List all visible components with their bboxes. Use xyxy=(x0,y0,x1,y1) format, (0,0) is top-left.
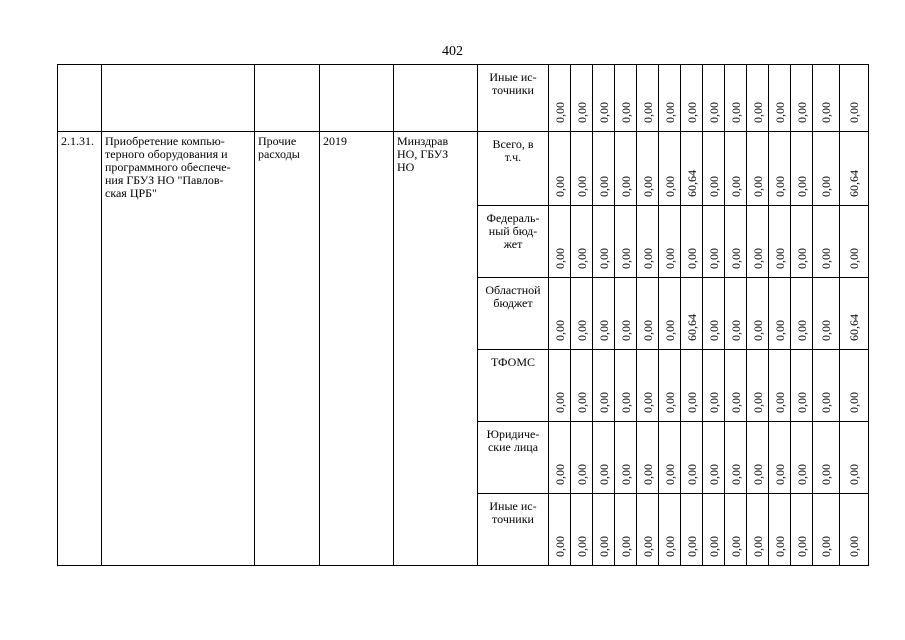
value-text: 0,00 xyxy=(640,536,655,557)
value-text: 60,64 xyxy=(847,314,861,341)
value-cell xyxy=(840,65,869,132)
table-row xyxy=(58,132,869,206)
value-text: 0,00 xyxy=(819,536,833,557)
value-text: 0,00 xyxy=(772,536,787,557)
value-cell xyxy=(703,65,725,132)
value-text: 0,00 xyxy=(750,320,765,341)
item-year-cell xyxy=(320,132,394,566)
value-cell xyxy=(571,132,593,206)
value-cell xyxy=(659,422,681,494)
value-text: 0,00 xyxy=(728,536,743,557)
value-cell xyxy=(637,65,659,132)
value-text: 0,00 xyxy=(847,102,861,123)
value-text: 0,00 xyxy=(552,176,567,197)
value-cell xyxy=(747,65,769,132)
value-text: 0,00 xyxy=(662,392,677,413)
value-text: 0,00 xyxy=(640,392,655,413)
value-cell xyxy=(681,206,703,278)
funding-source: Областной бюджет xyxy=(485,283,541,310)
value-text: 0,00 xyxy=(819,102,833,123)
value-text: 0,00 xyxy=(552,392,567,413)
value-text: 0,00 xyxy=(847,536,861,557)
value-text: 0,00 xyxy=(684,102,699,123)
funding-source: Юридиче- ские лица xyxy=(486,427,540,454)
value-text: 0,00 xyxy=(794,320,809,341)
value-text: 0,00 xyxy=(574,320,589,341)
value-cell xyxy=(840,206,869,278)
value-text: 0,00 xyxy=(794,102,809,123)
value-cell xyxy=(840,494,869,566)
item-name-cell xyxy=(102,132,255,566)
value-text: 0,00 xyxy=(706,392,721,413)
value-cell xyxy=(813,350,840,422)
value-text: 0,00 xyxy=(640,248,655,269)
value-text: 0,00 xyxy=(750,176,765,197)
value-text: 0,00 xyxy=(819,320,833,341)
value-cell xyxy=(725,206,747,278)
value-text: 0,00 xyxy=(728,464,743,485)
value-cell xyxy=(769,494,791,566)
source-cell xyxy=(478,494,549,566)
value-text: 0,00 xyxy=(819,392,833,413)
value-cell xyxy=(813,494,840,566)
value-text: 0,00 xyxy=(706,464,721,485)
empty-cell xyxy=(255,65,320,132)
empty-cell xyxy=(394,65,478,132)
value-cell xyxy=(549,422,571,494)
source-cell xyxy=(478,65,549,132)
value-cell xyxy=(747,132,769,206)
value-cell xyxy=(791,132,813,206)
value-cell xyxy=(747,206,769,278)
value-text: 0,00 xyxy=(574,464,589,485)
value-cell xyxy=(659,65,681,132)
value-text: 60,64 xyxy=(847,170,861,197)
value-text: 0,00 xyxy=(596,464,611,485)
value-text: 0,00 xyxy=(596,176,611,197)
value-text: 0,00 xyxy=(706,320,721,341)
value-text: 0,00 xyxy=(750,102,765,123)
value-text: 0,00 xyxy=(772,248,787,269)
empty-cell xyxy=(102,65,255,132)
value-text: 0,00 xyxy=(794,248,809,269)
value-cell xyxy=(593,422,615,494)
value-cell xyxy=(615,350,637,422)
value-cell xyxy=(637,494,659,566)
value-cell xyxy=(813,422,840,494)
value-text: 0,00 xyxy=(728,176,743,197)
value-text: 0,00 xyxy=(750,392,765,413)
value-cell xyxy=(549,350,571,422)
value-cell xyxy=(549,278,571,350)
value-text: 0,00 xyxy=(618,102,633,123)
value-text: 0,00 xyxy=(574,248,589,269)
value-text: 0,00 xyxy=(662,320,677,341)
source-cell xyxy=(478,278,549,350)
value-text: 0,00 xyxy=(684,464,699,485)
value-cell xyxy=(703,422,725,494)
value-cell xyxy=(659,278,681,350)
value-text: 0,00 xyxy=(847,464,861,485)
value-cell xyxy=(571,206,593,278)
value-cell xyxy=(703,494,725,566)
value-text: 0,00 xyxy=(552,248,567,269)
value-cell xyxy=(747,494,769,566)
page-number: 402 xyxy=(442,44,463,59)
value-cell xyxy=(725,65,747,132)
value-cell xyxy=(571,65,593,132)
value-cell xyxy=(747,350,769,422)
value-cell xyxy=(840,278,869,350)
value-cell xyxy=(549,206,571,278)
value-text: 0,00 xyxy=(794,392,809,413)
value-text: 0,00 xyxy=(750,248,765,269)
value-cell xyxy=(813,132,840,206)
value-text: 0,00 xyxy=(640,102,655,123)
value-text: 60,64 xyxy=(684,314,699,341)
value-cell xyxy=(769,65,791,132)
value-text: 0,00 xyxy=(662,464,677,485)
value-text: 0,00 xyxy=(596,536,611,557)
value-text: 0,00 xyxy=(819,464,833,485)
item-executor: Минздрав НО, ГБУЗ НО xyxy=(397,134,449,174)
value-cell xyxy=(813,278,840,350)
value-cell xyxy=(791,422,813,494)
value-cell xyxy=(637,132,659,206)
value-text: 0,00 xyxy=(772,320,787,341)
value-text: 0,00 xyxy=(728,320,743,341)
value-text: 0,00 xyxy=(662,176,677,197)
value-cell xyxy=(791,350,813,422)
value-cell xyxy=(615,206,637,278)
value-cell xyxy=(593,494,615,566)
value-text: 0,00 xyxy=(662,248,677,269)
value-text: 0,00 xyxy=(728,248,743,269)
expense-type: Прочие расходы xyxy=(258,134,300,161)
value-text: 0,00 xyxy=(552,464,567,485)
value-text: 0,00 xyxy=(552,320,567,341)
value-cell xyxy=(681,65,703,132)
funding-source: Федераль- ный бюд- жет xyxy=(486,211,540,251)
value-text: 0,00 xyxy=(684,248,699,269)
item-number-cell xyxy=(58,132,102,566)
value-text: 0,00 xyxy=(772,176,787,197)
value-text: 0,00 xyxy=(728,392,743,413)
value-text: 0,00 xyxy=(750,464,765,485)
value-cell xyxy=(593,65,615,132)
source-cell xyxy=(478,206,549,278)
value-text: 0,00 xyxy=(662,102,677,123)
value-cell xyxy=(747,278,769,350)
value-cell xyxy=(681,132,703,206)
item-number: 2.1.31. xyxy=(61,134,94,148)
source-cell xyxy=(478,132,549,206)
value-cell xyxy=(637,206,659,278)
value-text: 0,00 xyxy=(728,102,743,123)
value-text: 0,00 xyxy=(596,102,611,123)
value-cell xyxy=(703,132,725,206)
value-text: 0,00 xyxy=(552,536,567,557)
value-text: 0,00 xyxy=(794,176,809,197)
value-cell xyxy=(571,278,593,350)
value-text: 0,00 xyxy=(772,392,787,413)
value-cell xyxy=(571,494,593,566)
funding-source: ТФОМС xyxy=(490,355,536,369)
value-text: 0,00 xyxy=(684,536,699,557)
value-text: 0,00 xyxy=(596,248,611,269)
value-cell xyxy=(593,206,615,278)
value-cell xyxy=(637,278,659,350)
value-text: 0,00 xyxy=(819,248,833,269)
value-cell xyxy=(615,65,637,132)
value-cell xyxy=(769,132,791,206)
value-cell xyxy=(615,494,637,566)
value-text: 0,00 xyxy=(706,536,721,557)
value-text: 0,00 xyxy=(750,536,765,557)
value-text: 0,00 xyxy=(847,248,861,269)
value-text: 0,00 xyxy=(618,536,633,557)
value-text: 0,00 xyxy=(618,392,633,413)
value-cell xyxy=(791,278,813,350)
value-cell xyxy=(769,278,791,350)
value-text: 0,00 xyxy=(574,176,589,197)
value-cell xyxy=(725,494,747,566)
value-cell xyxy=(703,206,725,278)
value-cell xyxy=(681,494,703,566)
value-cell xyxy=(747,422,769,494)
value-cell xyxy=(840,422,869,494)
value-text: 0,00 xyxy=(618,464,633,485)
value-cell xyxy=(703,350,725,422)
value-text: 60,64 xyxy=(684,170,699,197)
value-cell xyxy=(725,422,747,494)
value-cell xyxy=(791,494,813,566)
item-executor-cell xyxy=(394,132,478,566)
table-row xyxy=(58,65,869,132)
value-cell xyxy=(615,132,637,206)
value-text: 0,00 xyxy=(684,392,699,413)
item-year: 2019 xyxy=(323,134,347,148)
value-cell xyxy=(615,422,637,494)
value-cell xyxy=(637,350,659,422)
source-cell xyxy=(478,422,549,494)
value-cell xyxy=(769,422,791,494)
funding-source: Всего, в т.ч. xyxy=(492,137,534,164)
value-text: 0,00 xyxy=(640,176,655,197)
value-cell xyxy=(593,350,615,422)
value-cell xyxy=(703,278,725,350)
value-text: 0,00 xyxy=(772,102,787,123)
value-cell xyxy=(549,65,571,132)
value-text: 0,00 xyxy=(662,536,677,557)
value-cell xyxy=(659,494,681,566)
value-cell xyxy=(769,350,791,422)
value-text: 0,00 xyxy=(706,102,721,123)
value-text: 0,00 xyxy=(618,248,633,269)
value-text: 0,00 xyxy=(574,392,589,413)
value-cell xyxy=(725,350,747,422)
empty-cell xyxy=(58,65,102,132)
value-cell xyxy=(813,206,840,278)
value-cell xyxy=(769,206,791,278)
value-text: 0,00 xyxy=(794,536,809,557)
value-cell xyxy=(549,494,571,566)
funding-source: Иные ис- точники xyxy=(489,70,537,97)
value-text: 0,00 xyxy=(574,102,589,123)
value-text: 0,00 xyxy=(706,176,721,197)
source-cell xyxy=(478,350,549,422)
value-text: 0,00 xyxy=(618,176,633,197)
value-cell xyxy=(681,422,703,494)
value-cell xyxy=(813,65,840,132)
value-cell xyxy=(681,278,703,350)
value-cell xyxy=(659,206,681,278)
value-cell xyxy=(791,65,813,132)
value-cell xyxy=(615,278,637,350)
value-text: 0,00 xyxy=(618,320,633,341)
value-text: 0,00 xyxy=(706,248,721,269)
empty-cell xyxy=(320,65,394,132)
value-cell xyxy=(840,132,869,206)
value-cell xyxy=(571,422,593,494)
value-cell xyxy=(659,350,681,422)
value-text: 0,00 xyxy=(640,320,655,341)
funding-source: Иные ис- точники xyxy=(489,499,537,526)
value-cell xyxy=(725,132,747,206)
value-cell xyxy=(637,422,659,494)
value-cell xyxy=(571,350,593,422)
value-text: 0,00 xyxy=(596,392,611,413)
program-table xyxy=(57,64,869,566)
value-text: 0,00 xyxy=(552,102,567,123)
item-name: Приобретение компью- терного оборудования и программного обеспече- ния ГБУЗ НО "Павлов- ская ЦРБ" xyxy=(105,134,231,200)
value-text: 0,00 xyxy=(847,392,861,413)
value-cell xyxy=(791,206,813,278)
value-text: 0,00 xyxy=(819,176,833,197)
value-cell xyxy=(593,132,615,206)
value-cell xyxy=(681,350,703,422)
value-cell xyxy=(593,278,615,350)
value-text: 0,00 xyxy=(772,464,787,485)
expense-type-cell xyxy=(255,132,320,566)
value-text: 0,00 xyxy=(794,464,809,485)
value-cell xyxy=(725,278,747,350)
value-cell xyxy=(659,132,681,206)
value-text: 0,00 xyxy=(640,464,655,485)
value-cell xyxy=(840,350,869,422)
value-text: 0,00 xyxy=(596,320,611,341)
value-cell xyxy=(549,132,571,206)
value-text: 0,00 xyxy=(574,536,589,557)
